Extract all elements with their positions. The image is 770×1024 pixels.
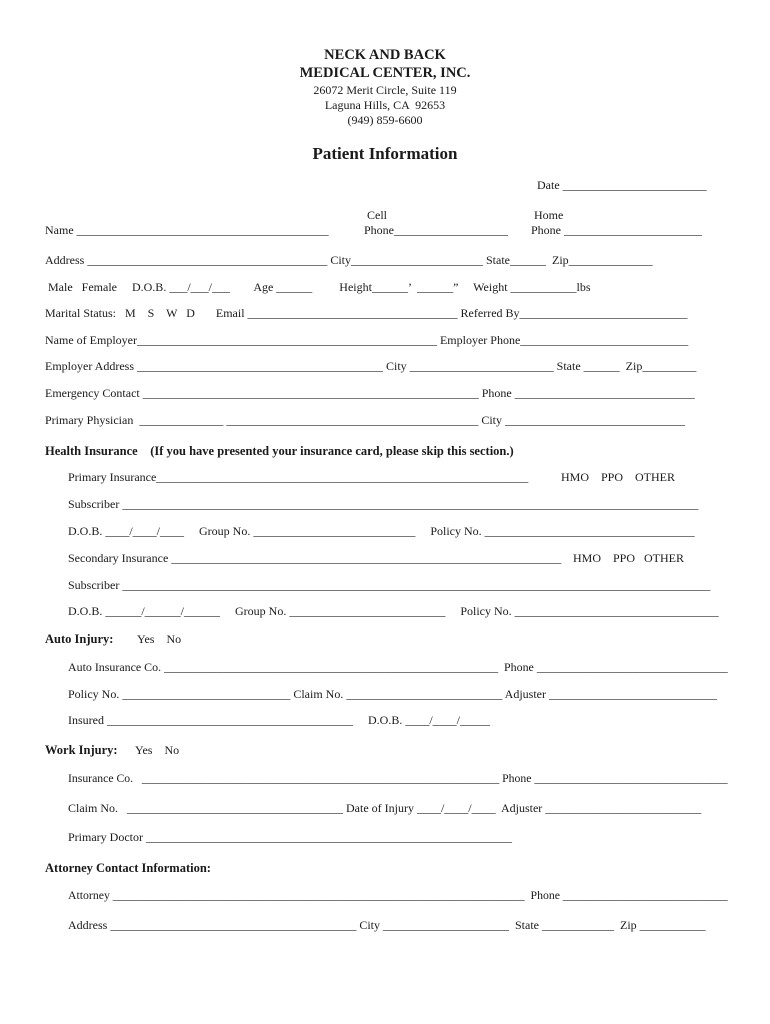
- marital-email-row[interactable]: Marital Status: M S W D Email ___________________________________ Referred By____________________________: [45, 306, 688, 320]
- attorney-row[interactable]: Attorney ______________________________________________________________________ Phone ____________________________: [68, 888, 728, 902]
- name-field[interactable]: Name __________________________________________: [45, 223, 329, 237]
- work-injury-yes-no[interactable]: Yes No: [135, 743, 180, 757]
- employer-row[interactable]: Name of Employer__________________________________________________ Employer Phone____________________________: [45, 333, 689, 347]
- company-name-line2: MEDICAL CENTER, INC.: [299, 65, 471, 81]
- auto-insurance-row[interactable]: Auto Insurance Co. ________________________________________________________ Phone ________________________________: [68, 660, 728, 674]
- demographics-row[interactable]: Male Female D.O.B. ___/___/___ Age ______ Height______’ ______” Weight ___________lbs: [45, 280, 591, 294]
- employer-address-row[interactable]: Employer Address _________________________________________ City ________________________ State ______ Zip_________: [45, 359, 697, 373]
- auto-insured-row[interactable]: Insured _________________________________________ D.O.B. ____/____/_____: [68, 713, 490, 727]
- attorney-heading: Attorney Contact Information:: [45, 861, 211, 875]
- primary-insurance-field[interactable]: Primary Insurance______________________________________________________________: [68, 470, 529, 484]
- cell-label: Cell: [367, 208, 387, 222]
- home-label: Home: [534, 208, 564, 222]
- emergency-contact-row[interactable]: Emergency Contact ________________________________________________________ Phone ______________________________: [45, 386, 695, 400]
- subscriber-field-1[interactable]: Subscriber ________________________________________________________________________________________________: [68, 497, 699, 511]
- subscriber-field-2[interactable]: Subscriber __________________________________________________________________________________________________: [68, 578, 711, 592]
- cell-phone-field[interactable]: Phone___________________: [364, 223, 508, 237]
- dob-group-policy-row-1[interactable]: D.O.B. ____/____/____ Group No. ___________________________ Policy No. ___________________________________: [68, 524, 695, 538]
- form-title: Patient Information: [312, 144, 458, 163]
- work-injury-heading: Work Injury:: [45, 743, 118, 757]
- health-insurance-heading: Health Insurance (If you have presented your insurance card, please skip this section.): [45, 444, 514, 458]
- auto-policy-row[interactable]: Policy No. ____________________________ Claim No. __________________________ Adjuster ____________________________: [68, 687, 717, 701]
- home-phone-field[interactable]: Phone _______________________: [531, 223, 702, 237]
- auto-injury-yes-no[interactable]: Yes No: [137, 632, 182, 646]
- attorney-address-row[interactable]: Address _________________________________________ City _____________________ State ____________ Zip ___________: [68, 918, 706, 932]
- dob-group-policy-row-2[interactable]: D.O.B. ______/______/______ Group No. __________________________ Policy No. __________________________________: [68, 604, 719, 618]
- secondary-insurance-field[interactable]: Secondary Insurance _________________________________________________________________: [68, 551, 562, 565]
- work-insurance-row[interactable]: Insurance Co. _____________________________________________________________ Phone _________________________________: [68, 771, 728, 785]
- company-name-line1: NECK AND BACK: [324, 47, 446, 63]
- company-phone: (949) 859-6600: [347, 113, 423, 127]
- address-row[interactable]: Address ________________________________________ City______________________ State______ Zip______________: [45, 253, 653, 267]
- work-claim-row[interactable]: Claim No. ____________________________________ Date of Injury ____/____/____ Adjuster __________________________: [68, 801, 702, 815]
- primary-physician-row[interactable]: Primary Physician ______________ __________________________________________ City ______________________________: [45, 413, 685, 427]
- primary-plan-options[interactable]: HMO PPO OTHER: [561, 470, 676, 484]
- company-address-city: Laguna Hills, CA 92653: [324, 98, 446, 112]
- auto-injury-heading: Auto Injury:: [45, 632, 114, 646]
- date-field[interactable]: Date ________________________: [537, 178, 707, 192]
- primary-doctor-field[interactable]: Primary Doctor _____________________________________________________________: [68, 830, 512, 844]
- company-address-street: 26072 Merit Circle, Suite 119: [313, 83, 457, 97]
- secondary-plan-options[interactable]: HMO PPO OTHER: [573, 551, 685, 565]
